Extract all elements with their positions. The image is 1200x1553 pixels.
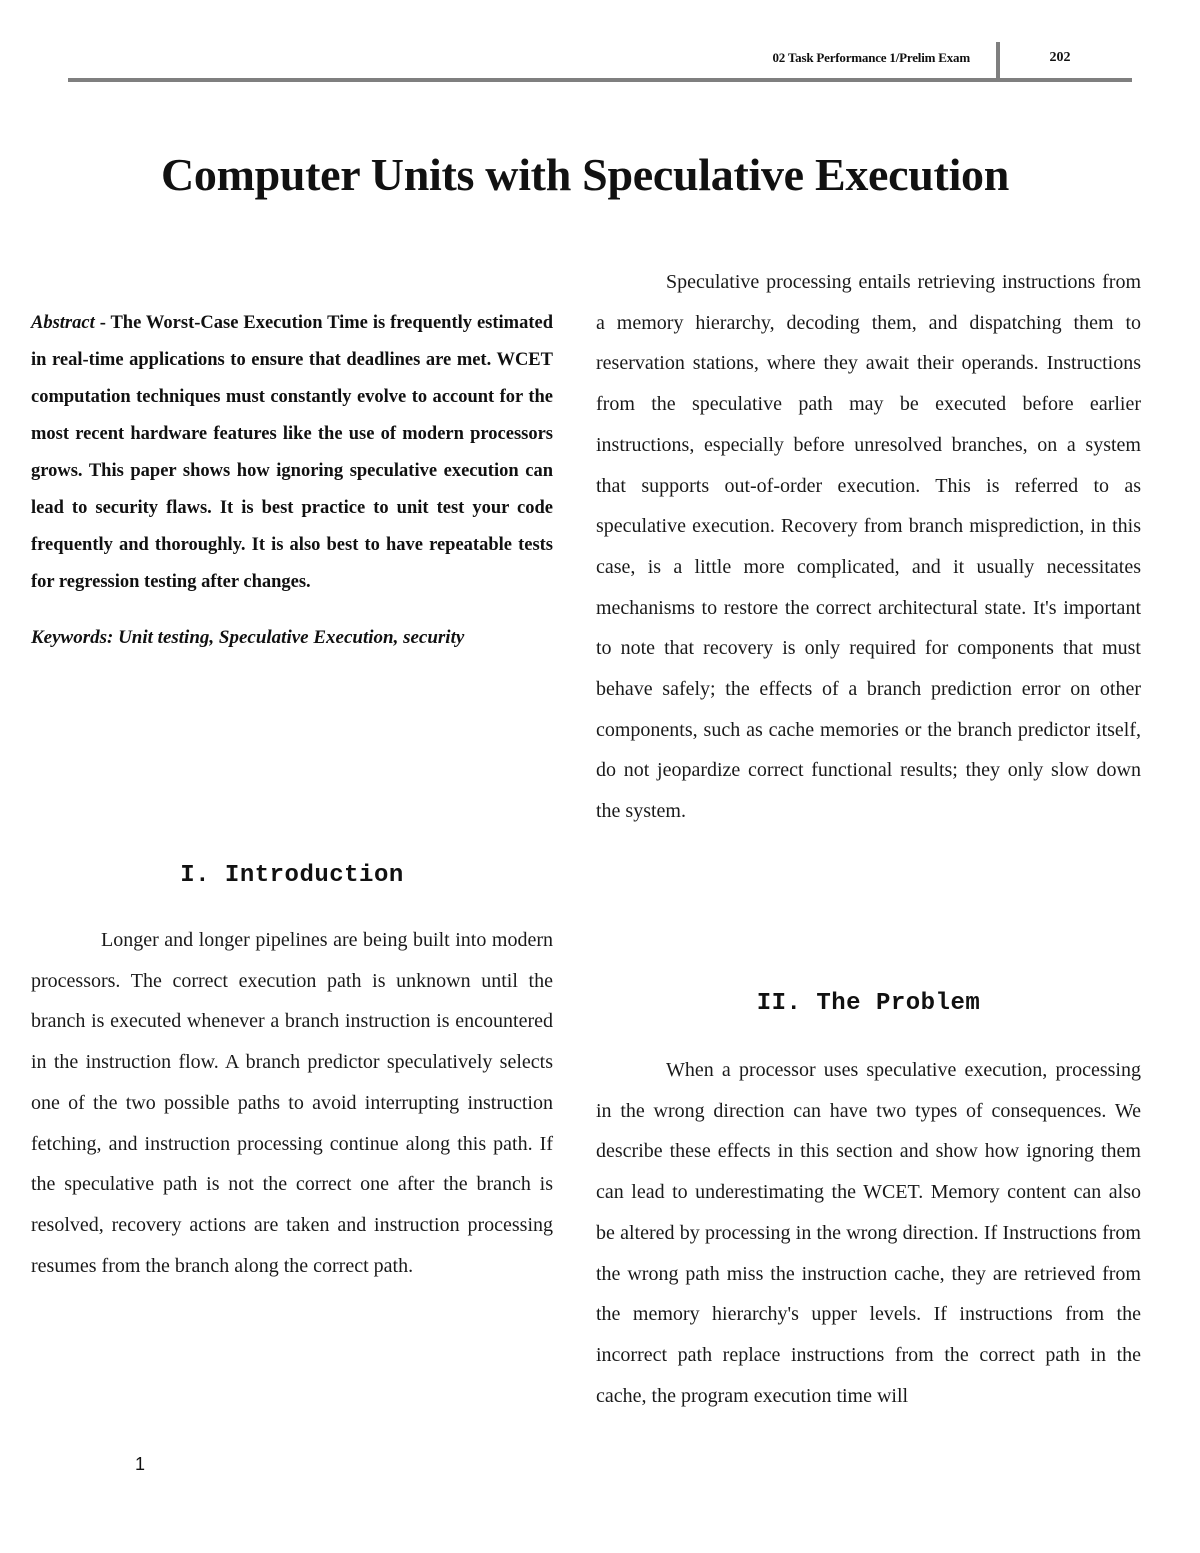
header-code: 202 — [1049, 50, 1071, 65]
abstract-separator: - — [94, 313, 111, 333]
speculative-processing-paragraph: Speculative processing entails retrieving instructions from a memory hierarchy, decoding them, and dispatching them to reservation stations, where they await their operands. Instructions from the speculative path may be executed before earlier instructions, especially before unresolved branches, on a system that supports out-of-order execution. This is referred to as speculative execution. Recovery from branch misprediction, in this case, is a little more complicated, and it usually necessitates mechanisms to restore the correct architectural state. It's important to note that recovery is only required for components that must behave safely; the effects of a branch prediction error on other components, such as cache memories or the branch predictor itself, do not jeopardize correct functional results; they only slow down the system. — [596, 271, 1141, 823]
abstract-text: The Worst-Case Execution Time is frequently estimated in real-time applications to ensure that deadlines are met. WCET computation techniques must constantly evolve to account for the most recent hardware features like the use of modern processors grows. This paper shows how ignoring speculative execution can lead to security flaws. It is best practice to unit test your code frequently and thoroughly. It is also best to have repeatable tests for regression testing after changes. — [31, 313, 553, 592]
paper-title: Computer Units with Speculative Execution — [160, 149, 1010, 200]
header-rule — [68, 78, 1132, 82]
keywords: Keywords: Unit testing, Speculative Execution, security — [31, 627, 465, 648]
section-heading-problem: II. The Problem — [756, 990, 981, 1017]
running-header-title: 02 Task Performance 1/Prelim Exam — [772, 50, 970, 65]
left-column — [31, 305, 553, 658]
header-divider — [996, 42, 1000, 78]
abstract-label: Abstract — [31, 313, 95, 333]
page-number: 1 — [134, 1454, 145, 1474]
abstract — [31, 305, 553, 601]
introduction-paragraph: Longer and longer pipelines are being built into modern processors. The correct execution path is unknown until the branch is executed whenever a branch instruction is encountered in the instruction flow. A branch predictor speculatively selects one of the two possible paths to avoid interrupting instruction fetching, and instruction processing continue along this path. If the speculative path is not the correct one after the branch is resolved, recovery actions are taken and instruction processing resumes from the branch along the correct path. — [31, 929, 553, 1277]
section-heading-introduction: I. Introduction — [180, 862, 404, 889]
problem-paragraph: When a processor uses speculative execution, processing in the wrong direction can have two types of consequences. We describe these effects in this section and show how ignoring them can lead to underestimating the WCET. Memory content can also be altered by processing in the wrong direction. If Instructions from the wrong path miss the instruction cache, they are retrieved from the memory hierarchy's upper levels. If instructions from the incorrect path replace instructions from the correct path in the cache, the program execution time will — [596, 1059, 1141, 1407]
